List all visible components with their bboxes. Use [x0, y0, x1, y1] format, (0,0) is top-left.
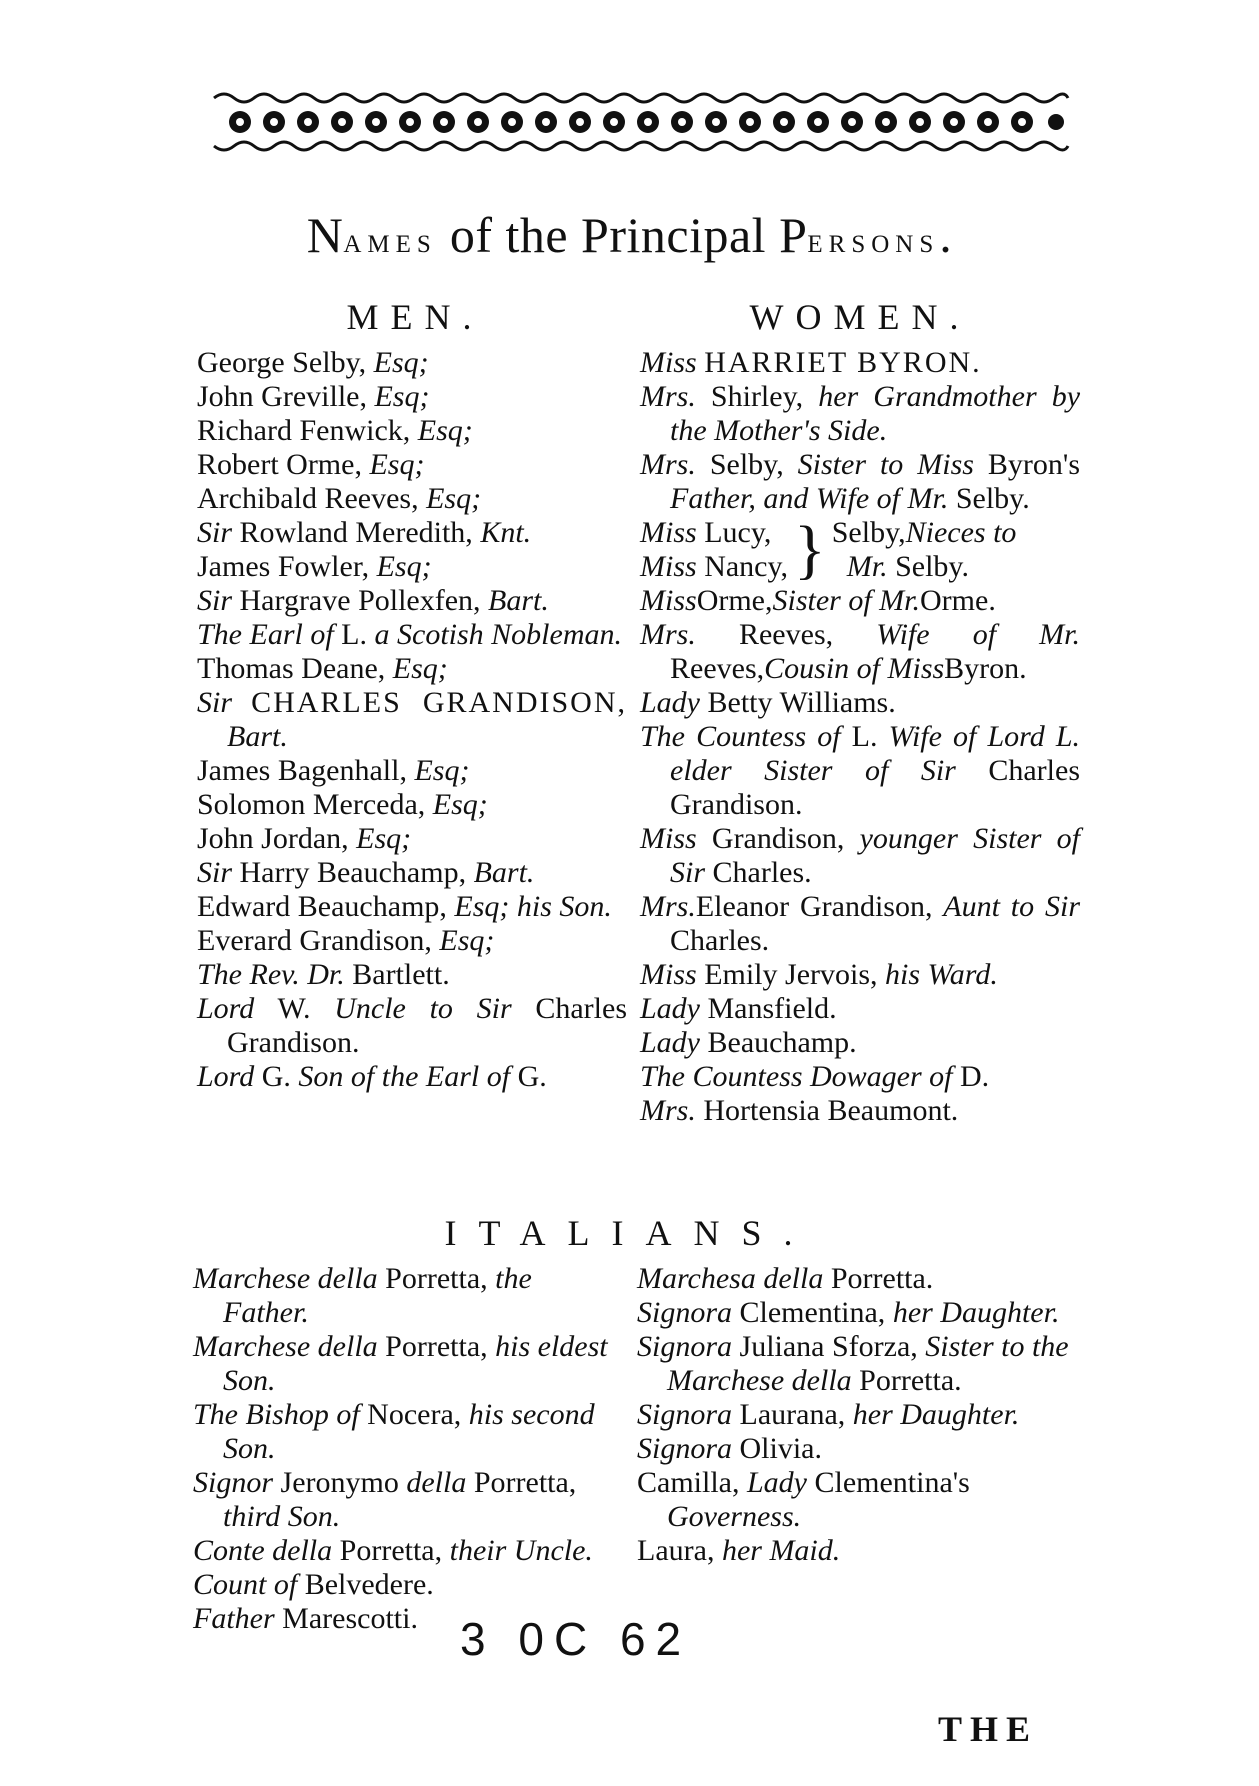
list-item: Marchese della Porretta, the Father.	[193, 1262, 532, 1329]
list-item: Lord W. Uncle to Sir Charles Grandison.	[197, 992, 627, 1059]
list-item: Solomon Merceda, Esq;	[197, 788, 488, 821]
list-item: Richard Fenwick, Esq;	[197, 414, 473, 447]
list-item: Signora Clementina, her Daughter.	[637, 1296, 1060, 1329]
list-item: Miss HARRIET BYRON.	[640, 346, 982, 379]
list-item: Lady Mansfield.	[640, 992, 837, 1025]
list-item: Mrs. Reeves, Wife of Mr. Reeves,Cousin of MissByron.	[640, 618, 1081, 685]
list-item: MissOrme,Sister of Mr.Orme.	[640, 584, 996, 617]
list-item: Lord G. Son of the Earl of G.	[197, 1060, 547, 1093]
brace: }	[794, 513, 826, 586]
list-item: Sir Hargrave Pollexfen, Bart.	[197, 584, 549, 617]
list-item: Signora Olivia.	[637, 1432, 823, 1465]
list-item: Signor Jeronymo della Porretta, third Son.	[193, 1466, 577, 1533]
list-item: Father Marescotti.	[193, 1602, 418, 1635]
list-item: Mrs.Eleanor Grandison, Aunt to Sir Charles.	[640, 890, 1080, 957]
list-item: Sir Rowland Meredith, Knt.	[197, 516, 532, 549]
men-heading: MEN.	[346, 297, 484, 337]
catchword: THE	[938, 1709, 1039, 1749]
italians-heading: ITALIANS.	[444, 1213, 815, 1253]
list-item: Sir CHARLES GRANDISON, Bart.	[197, 686, 627, 753]
list-item: The Earl of L. a Scotish Nobleman.	[197, 618, 622, 651]
list-item: George Selby, Esq;	[197, 346, 429, 379]
list-item: Robert Orme, Esq;	[197, 448, 425, 481]
list-item: Marchesa della Porretta.	[637, 1262, 934, 1295]
list-item: Laura, her Maid.	[637, 1534, 841, 1567]
women-heading: WOMEN.	[749, 297, 971, 337]
list-item: Miss Emily Jervois, his Ward.	[640, 958, 998, 991]
italian-women-list	[637, 1262, 1077, 1568]
list-item: Mrs. Hortensia Beaumont.	[640, 1094, 959, 1127]
list-item: James Fowler, Esq;	[197, 550, 432, 583]
library-shelfmark: 3 0C 62	[460, 1613, 692, 1665]
list-item: Lady Betty Williams.	[640, 686, 896, 719]
list-item: The Countess of L. Wife of Lord L. elder Sister of Sir Charles Grandison.	[640, 720, 1081, 821]
list-item: Sir Harry Beauchamp, Bart.	[197, 856, 535, 889]
list-item: Lady Beauchamp.	[640, 1026, 857, 1059]
list-item: Signora Laurana, her Daughter.	[637, 1398, 1020, 1431]
list-item: Archibald Reeves, Esq;	[197, 482, 482, 515]
list-item: Signora Juliana Sforza, Sister to the Marchese della Porretta.	[637, 1330, 1069, 1397]
list-item: John Greville, Esq;	[197, 380, 430, 413]
list-item: Mrs. Selby, Sister to Miss Byron's Father, and Wife of Mr. Selby.	[640, 448, 1081, 515]
list-item: Marchese della Porretta, his eldest Son.	[193, 1330, 608, 1397]
list-item: Camilla, Lady Clementina's Governess.	[637, 1466, 970, 1533]
list-item: John Jordan, Esq;	[197, 822, 412, 855]
list-item: Edward Beauchamp, Esq; his Son.	[197, 890, 612, 923]
list-item: Mrs. Shirley, her Grandmother by the Mother's Side.	[640, 380, 1081, 447]
women-list	[640, 346, 1080, 1128]
list-item: Conte della Porretta, their Uncle.	[193, 1534, 593, 1567]
list-item: James Bagenhall, Esq;	[197, 754, 470, 787]
list-item: Count of Belvedere.	[193, 1568, 434, 1601]
list-item: Miss Lucy, Miss Nancy, } Selby,Nieces to Mr. Selby.	[640, 513, 1017, 586]
list-item: Miss Grandison, younger Sister of Sir Charles.	[640, 822, 1081, 889]
ornamental-headpiece	[210, 88, 1072, 156]
list-item: The Bishop of Nocera, his second Son.	[193, 1398, 595, 1465]
list-item: Thomas Deane, Esq;	[197, 652, 448, 685]
men-list	[197, 346, 627, 1094]
italian-men-list	[193, 1262, 618, 1636]
page-title: Names of the Principal Persons.	[306, 207, 953, 263]
list-item: The Rev. Dr. Bartlett.	[197, 958, 450, 991]
list-item: The Countess Dowager of D.	[640, 1060, 990, 1093]
list-item: Everard Grandison, Esq;	[197, 924, 495, 957]
